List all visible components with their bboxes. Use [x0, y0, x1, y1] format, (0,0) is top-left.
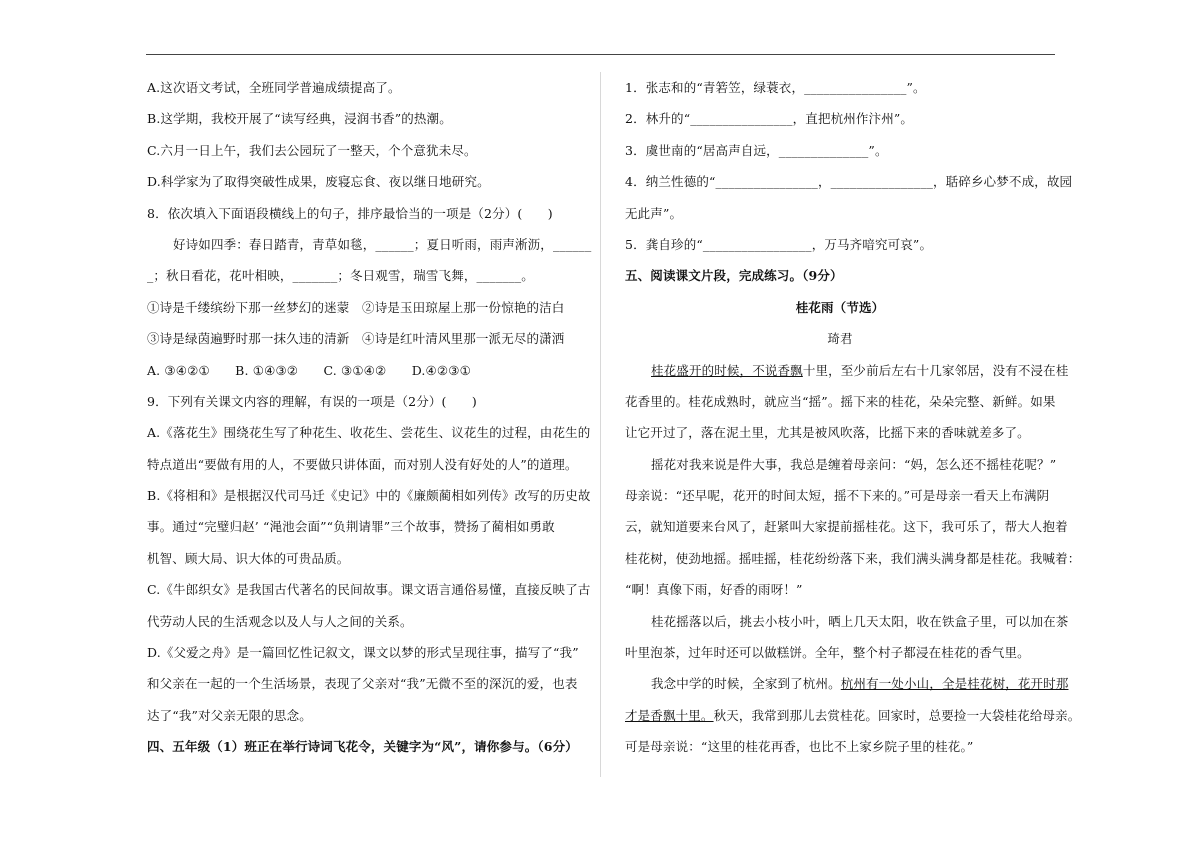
section-4-title: 四、五年级（1）班正在举行诗词飞花令，关键字为“风”，请你参与。（6分）	[147, 739, 578, 755]
paragraph-2-line-5: “啊！真像下雨，好香的雨呀！”	[625, 582, 803, 598]
left-column	[147, 78, 592, 769]
poem-1-suffix: ”。	[906, 80, 926, 95]
poem-question-5	[625, 235, 1055, 266]
q9-option-d-line-3: 达了“我”对父亲无限的思念。	[147, 707, 312, 723]
poem-4-answer-blank-b[interactable]: ________________	[830, 174, 934, 190]
poem-3-answer-blank[interactable]: ______________	[778, 142, 869, 158]
poem-3-prefix: 3．虞世南的“居高声自远，	[625, 142, 779, 158]
q8-passage-line-2: _；秋日看花，花叶相映，_______；冬日观雪，瑞雪飞舞，_______。	[147, 268, 534, 284]
q8-passage-line-1: 好诗如四季：春日踏青，青草如毯，______；夏日听雨，雨声淅沥，______	[173, 236, 592, 252]
paragraph-1-line-1-rest: 十里，至少前后左右十几家邻居，没有不浸在桂	[802, 362, 1069, 378]
q9-stem: 9．下列有关课文内容的理解，有误的一项是（2分）( )	[147, 393, 477, 409]
q9-option-c-line-1: C.《牛郎织女》是我国古代著名的民间故事。课文语言通俗易懂，直接反映了古	[147, 582, 591, 598]
section-5-title: 五、阅读课文片段，完成练习。（9分）	[625, 268, 843, 284]
q7-option-b: B.这学期，我校开展了“读写经典，浸润书香”的热潮。	[147, 111, 452, 127]
paragraph-2-line-3: 云，就知道要来台风了，赶紧叫大家提前摇桂花。这下，我可乐了，帮大人抱着	[625, 519, 1068, 535]
paragraph-1-line-1	[625, 361, 1069, 392]
article-author: 琦君	[827, 331, 853, 347]
q7-option-d: D.科学家为了取得突破性成果，废寝忘食、夜以继日地研究。	[147, 174, 490, 190]
underlined-phrase-1: 桂花盛开的时候，不说香飘	[651, 362, 803, 378]
q9-option-b-line-3: 机智、顾大局、识大体的可贵品质。	[147, 550, 350, 566]
q8-choices: A. ③④②① B. ①④③② C. ③①④② D.④②③①	[147, 362, 471, 378]
paragraph-2-line-1: 摇花对我来说是件大事，我总是缠着母亲问：“妈，怎么还不摇桂花呢？”	[651, 456, 1057, 472]
q7-option-c: C.六月一日上午，我们去公园玩了一整天，个个意犹未尽。	[147, 142, 477, 158]
poem-2-prefix: 2．林升的“	[625, 111, 691, 127]
article-title: 桂花雨（节选）	[795, 299, 885, 315]
q9-option-d-line-2: 和父亲在一起的一个生活场景，表现了父亲对“我”无微不至的深沉的爱，也表	[147, 676, 578, 692]
top-rule	[146, 54, 1055, 55]
q9-option-c-line-2: 代劳动人民的生活观念以及人与人之间的关系。	[147, 613, 413, 629]
underlined-phrase-2: 杭州有一处小山，全是桂花树，花开时那	[840, 676, 1069, 692]
paragraph-1-line-3: 让它开过了，落在泥土里，尤其是被风吹落，比摇下来的香味就差多了。	[625, 425, 1030, 441]
paragraph-3-line-2: 叶里泡茶，过年时还可以做糕饼。全年，整个村子都浸在桂花的香气里。	[625, 645, 1030, 661]
poem-4-prefix: 4．纳兰性德的“	[625, 174, 716, 190]
poem-3-suffix: ”。	[868, 142, 888, 158]
q8-items-line-1: ①诗是千缕缤纷下那一丝梦幻的迷蒙 ②诗是玉田琼屋上那一份惊艳的洁白	[147, 299, 565, 315]
paragraph-3-line-1: 桂花摇落以后，挑去小枝小叶，晒上几天太阳，收在铁盒子里，可以加在茶	[651, 613, 1069, 629]
q9-option-d-line-1: D.《父爱之舟》是一篇回忆性记叙文，课文以梦的形式呈现往事，描写了“我”	[147, 645, 579, 661]
paragraph-4-line-1	[625, 674, 1069, 705]
paragraph-4-line-2	[625, 706, 1081, 737]
paragraph-1-line-2: 花香里的。桂花成熟时，就应当“摇”。摇下来的桂花，朵朵完整、新鲜。如果	[625, 393, 1056, 409]
poem-2-answer-blank[interactable]: ________________	[690, 111, 793, 127]
poem-1-answer-blank[interactable]: ________________	[804, 80, 907, 95]
poem-4-suffix: ，聒碎乡心梦不成，故园	[933, 174, 1073, 190]
poem-question-1	[625, 78, 1055, 109]
q8-items-line-2: ③诗是绿茵遍野时那一抹久违的清新 ④诗是红叶清风里那一派无尽的潇洒	[147, 331, 565, 347]
poem-5-answer-blank[interactable]: _________________	[702, 236, 812, 252]
poem-question-2	[625, 109, 1055, 140]
poem-2-suffix: ，直把杭州作汴州”。	[792, 111, 914, 127]
poem-question-4	[625, 172, 1073, 203]
poem-5-suffix: ，万马齐喑究可哀”。	[811, 236, 933, 252]
paragraph-4-line-2-rest: 秋天，我常到那儿去赏桂花。回家时，总要捡一大袋桂花给母亲。	[713, 707, 1081, 723]
q9-option-b-line-2: 事。通过“完璧归赵’ “渑池会面”“负荆请罪”三个故事，赞扬了蔺相如勇敢	[147, 519, 555, 535]
poem-5-prefix: 5．龚自珍的“	[625, 236, 703, 252]
q9-option-b-line-1: B.《将相和》是根据汉代司马迁《史记》中的《廉颇蔺相如列传》改写的历史故	[147, 488, 591, 504]
q9-option-a-line-2: 特点道出“要做有用的人，不要做只讲体面，而对别人没有好处的人”的道理。	[147, 456, 578, 472]
poem-4-continuation: 无此声”。	[625, 205, 683, 221]
poem-question-3	[625, 141, 1055, 172]
q8-stem: 8．依次填入下面语段横线上的句子，排序最恰当的一项是（2分）( )	[147, 205, 553, 221]
paragraph-2-line-4: 桂花树，使劲地摇。摇哇摇，桂花纷纷落下来，我们满头满身都是桂花。我喊着：	[625, 550, 1081, 566]
q9-option-a-line-1: A.《落花生》围绕花生写了种花生、收花生、尝花生、议花生的过程，由花生的	[147, 425, 591, 441]
paragraph-4-line-3: 可是母亲说：“这里的桂花再香，也比不上家乡院子里的桂花。”	[625, 739, 974, 755]
q7-option-a: A.这次语文考试，全班同学普遍成绩提高了。	[147, 80, 401, 95]
paragraph-4-line-1-start: 我念中学的时候，全家到了杭州。	[651, 676, 841, 692]
poem-1-prefix: 1．张志和的“青箬笠，绿蓑衣，	[625, 80, 805, 95]
paragraph-2-line-2: 母亲说：“还早呢，花开的时间太短，摇不下来的。”可是母亲一看天上布满阴	[625, 488, 1050, 504]
column-divider	[600, 72, 601, 777]
underlined-phrase-3: 才是香飘十里。	[625, 707, 714, 723]
poem-4-answer-blank-a[interactable]: ________________	[715, 174, 818, 190]
right-column	[625, 78, 1081, 769]
poem-4-comma: ，	[817, 174, 831, 190]
